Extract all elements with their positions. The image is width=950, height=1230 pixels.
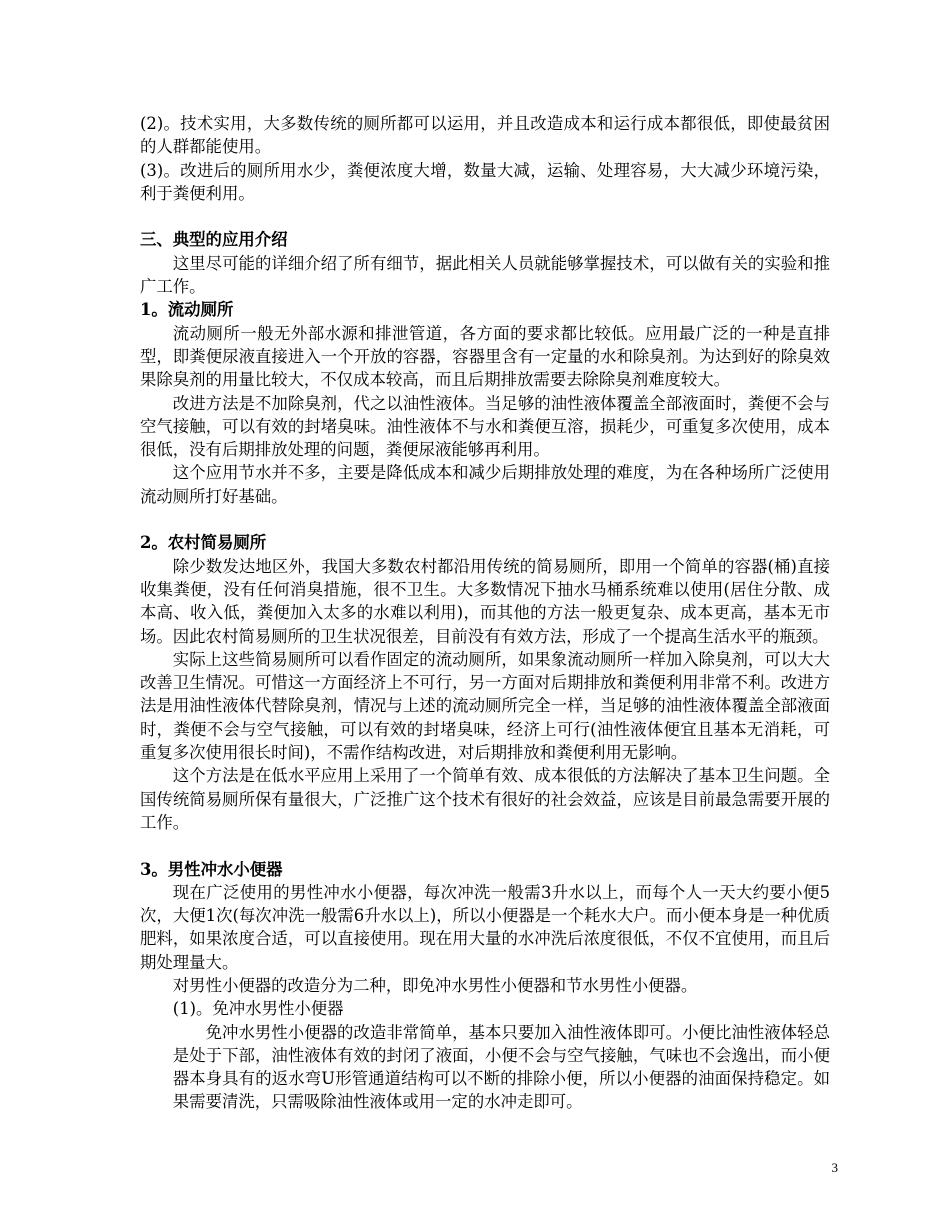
spacer	[140, 205, 830, 228]
list-item-2: (2)。技术实用，大多数传统的厕所都可以运用，并且改造成本和运行成本都很低，即使最贫困的人群都能使用。	[140, 114, 830, 157]
section-intro: 这里尽可能的详细介绍了所有细节，据此相关人员就能够掌握技术，可以做有关的实验和推广工作。	[140, 253, 830, 297]
paragraph: 现在广泛使用的男性冲水小便器，每次冲洗一般需3升水以上，而每个人一天大约要小便5次，大便1次(每次冲洗一般需6升水以上)，所以小便器是一个耗水大户。而小便本身是一种优质肥料，如果浓度合适，可以直接使用。现在用大量的水冲洗后浓度很低，不仅不宜使用，而且后期处理量大。	[140, 882, 830, 972]
subsection-heading-2: 2。农村简易厕所	[140, 533, 267, 553]
paragraph: 流动厕所一般无外部水源和排泄管道，各方面的要求都比较低。应用最广泛的一种是直排型，即粪便尿液直接进入一个开放的容器，容器里含有一定量的水和除臭剂。为达到好的除臭效果除臭剂的用量比较大，不仅成本较高，而且后期排放需要去除除臭剂难度较大。	[140, 323, 830, 390]
document-body	[140, 112, 830, 1114]
paragraph: 对男性小便器的改造分为二种，即免冲水男性小便器和节水男性小便器。	[172, 975, 698, 995]
spacer	[140, 508, 830, 531]
subsection-heading-1: 1。流动厕所	[140, 300, 234, 320]
paragraph: 这个应用节水并不多，主要是降低成本和减少后期排放处理的难度，为在各种场所广泛使用流动厕所打好基础。	[140, 463, 830, 506]
sub-item-paragraph: 免冲水男性小便器的改造非常简单，基本只要加入油性液体即可。小便比油性液体轻总是处于下部，油性液体有效的封闭了液面，小便不会与空气接触，气味也不会逸出，而小便器本身具有的返水弯U形管通道结构可以不断的排除小便，所以小便器的油面保持稳定。如果需要清洗，只需吸除油性液体或用一定的水冲走即可。	[172, 1022, 830, 1112]
list-item-3: (3)。改进后的厕所用水少，粪便浓度大增，数量大减，运输、处理容易，大大减少环境污染，利于粪便利用。	[140, 160, 830, 203]
sub-item-heading: (1)。免冲水男性小便器	[172, 999, 344, 1019]
spacer	[140, 834, 830, 857]
section-heading: 三、典型的应用介绍	[140, 230, 288, 250]
page-number: 3	[831, 1160, 838, 1175]
paragraph: 实际上这些简易厕所可以看作固定的流动厕所，如果象流动厕所一样加入除臭剂，可以大大改善卫生情况。可惜这一方面经济上不可行，另一方面对后期排放和粪便利用非常不利。改进方法是用油性液体代替除臭剂，情况与上述的流动厕所完全一样，当足够的油性液体覆盖全部液面时，粪便不会与空气接触，可以有效的封堵臭味，经济上可行(油性液体便宜且基本无消耗，可重复多次使用很长时间)，不需作结构改进，对后期排放和粪便利用无影响。	[140, 649, 830, 763]
paragraph: 除少数发达地区外，我国大多数农村都沿用传统的简易厕所，即用一个简单的容器(桶)直接收集粪便，没有任何消臭措施，很不卫生。大多数情况下抽水马桶系统难以使用(居住分散、成本高、收入低，粪便加入太多的水难以利用)，而其他的方法一般更复杂、成本更高，基本无市场。因此农村简易厕所的卫生状况很差，目前没有有效方法，形成了一个提高生活水平的瓶颈。	[140, 556, 830, 646]
subsection-heading-3: 3。男性冲水小便器	[140, 859, 283, 879]
paragraph: 这个方法是在低水平应用上采用了一个简单有效、成本很低的方法解决了基本卫生问题。全国传统简易厕所保有量很大，广泛推广这个技术有很好的社会效益，应该是目前最急需要开展的工作。	[140, 766, 830, 832]
paragraph: 改进方法是不加除臭剂，代之以油性液体。当足够的油性液体覆盖全部液面时，粪便不会与空气接触，可以有效的封堵臭味。油性液体不与水和粪便互溶，损耗少，可重复多次使用，成本很低，没有后期排放处理的问题，粪便尿液能够再利用。	[140, 393, 830, 460]
